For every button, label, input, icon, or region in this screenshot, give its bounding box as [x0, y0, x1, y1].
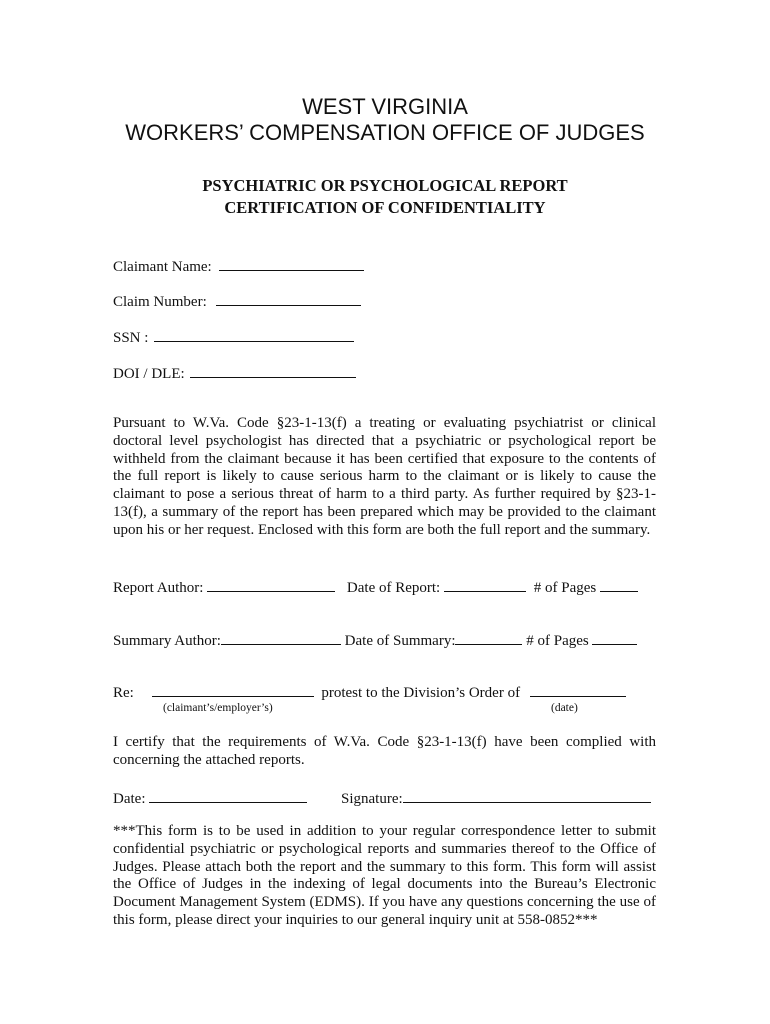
claim-number-label: Claim Number: — [113, 294, 207, 310]
re-date-blank[interactable] — [530, 682, 626, 697]
certify-statement: I certify that the requirements of W.Va. Code §23-1-13(f) have been complied with concerning the attached reports. — [113, 734, 656, 768]
summary-pages-blank[interactable] — [592, 630, 637, 645]
summary-author-label: Summary Author: — [113, 633, 221, 649]
report-pages-blank[interactable] — [600, 577, 638, 592]
re-party-blank[interactable] — [152, 682, 314, 697]
summary-date-blank[interactable] — [455, 630, 522, 645]
re-label: Re: — [113, 685, 134, 701]
summary-pages-label: # of Pages — [526, 633, 589, 649]
form-title-2: CERTIFICATION OF CONFIDENTIALITY — [224, 198, 546, 217]
header-title-1: WEST VIRGINIA — [302, 94, 468, 119]
footer-note: ***This form is to be used in addition to your regular correspondence letter to submit confidential psychiatric or psychological reports and summaries thereof to the Office of Judges. Please attach both the report and the summary to this form. This form will assist the Office of Judges in the indexing of legal documents into the Bureau’s Electronic Document Management System (EDMS). If you have any questions concerning the use of this form, please direct your inquiries to our general inquiry unit at 558-0852*** — [113, 823, 656, 928]
ssn-label: SSN : — [113, 330, 149, 346]
ssn-blank[interactable] — [154, 327, 354, 342]
signature-blank[interactable] — [403, 788, 651, 803]
report-date-label: Date of Report: — [346, 580, 441, 596]
re-text: protest to the Division’s Order of — [321, 685, 521, 701]
re-party-hint: (claimant’s/employer’s) — [163, 702, 273, 714]
doi-dle-label: DOI / DLE: — [113, 366, 185, 382]
re-line — [113, 682, 626, 702]
re-date-hint: (date) — [551, 702, 578, 714]
claim-number-field — [113, 291, 361, 311]
claimant-name-blank[interactable] — [219, 256, 364, 271]
summary-author-blank[interactable] — [221, 630, 341, 645]
header-title-2: WORKERS’ COMPENSATION OFFICE OF JUDGES — [125, 120, 645, 145]
summary-date-label: Date of Summary: — [344, 633, 456, 649]
date-blank[interactable] — [149, 788, 307, 803]
report-pages-label: # of Pages — [533, 580, 597, 596]
report-line — [113, 577, 638, 597]
doi-dle-blank[interactable] — [190, 363, 356, 378]
doi-dle-field — [113, 363, 356, 383]
date-label: Date: — [113, 791, 146, 807]
summary-line — [113, 630, 637, 650]
claimant-name-label: Claimant Name: — [113, 259, 212, 275]
ssn-field — [113, 327, 354, 347]
claimant-name-field — [113, 256, 364, 276]
signature-line — [113, 788, 651, 808]
form-title-1: PSYCHIATRIC OR PSYCHOLOGICAL REPORT — [202, 176, 568, 195]
claim-number-blank[interactable] — [216, 291, 361, 306]
report-date-blank[interactable] — [444, 577, 526, 592]
intro-paragraph: Pursuant to W.Va. Code §23-1-13(f) a treating or evaluating psychiatrist or clinical doctoral level psychologist has directed that a psychiatric or psychological report be withheld from the claimant because it has been certified that exposure to the contents of the full report is likely to cause serious harm to the claimant or is likely to cause the claimant to pose a serious threat of harm to a third party. As further required by §23-1-13(f), a summary of the report has been prepared which may be provided to the claimant upon his or her request. Enclosed with this form are both the full report and the summary. — [113, 415, 656, 538]
report-author-blank[interactable] — [207, 577, 335, 592]
signature-label: Signature: — [340, 791, 403, 807]
report-author-label: Report Author: — [113, 580, 204, 596]
